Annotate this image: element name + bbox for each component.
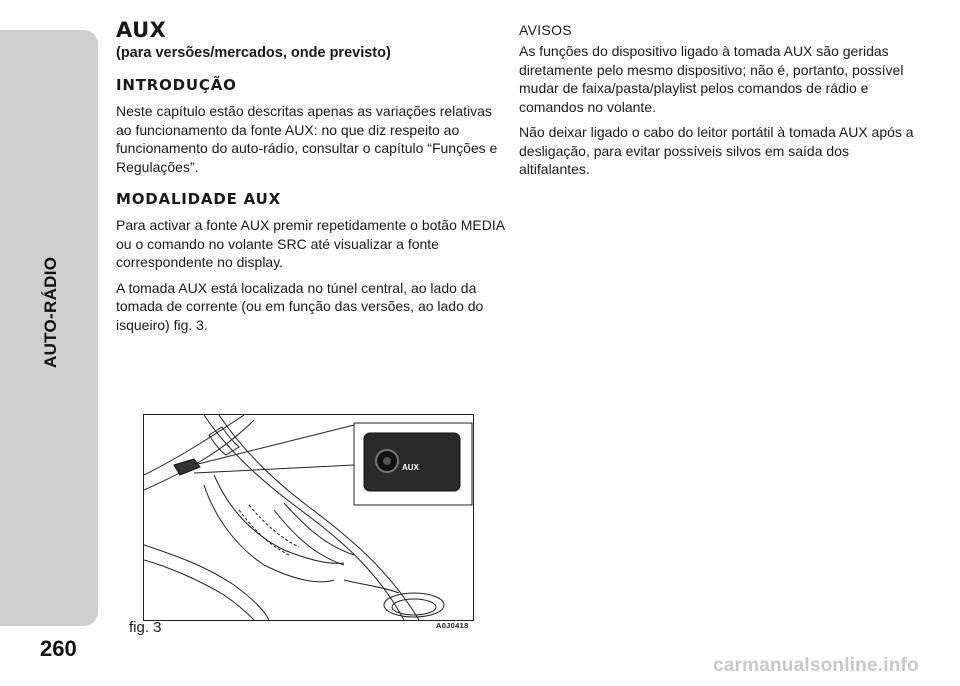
introduction-text: Neste capítulo estão descritas apenas as variações relativas ao funcionamento da fonte AUX: no que diz respeito ao funcionamento do auto-rádio, consultar o capítulo “Funções e Regulações”.: [116, 103, 498, 175]
figure-aux-socket: [143, 414, 474, 621]
notice-paragraph-1: As funções do dispositivo ligado à tomada AUX são geridas diretamente pelo mesmo dispositivo; não é, portanto, possível mudar de faixa/pasta/playlist pelos comandos de rádio e comandos no volante.: [519, 43, 904, 115]
figure-caption: fig. 3: [129, 619, 162, 636]
figure-code: A0J0418: [436, 621, 469, 630]
aux-mode-paragraph-2: A tomada AUX está localizada no túnel central, ao lado da tomada de corrente (ou em função das versões, ao lado do isqueiro) fig. 3.: [116, 279, 484, 333]
watermark: carmanualsonline.info: [713, 655, 919, 676]
section-heading-introduction: INTRODUÇÃO: [116, 76, 237, 94]
section-heading-aux-mode: MODALIDADE AUX: [116, 190, 281, 208]
page-title: AUX: [116, 18, 167, 42]
aux-mode-paragraph-1: Para activar a fonte AUX premir repetidamente o botão MEDIA ou o comando no volante SRC até visualizar a fonte correspondente no display.: [116, 217, 505, 270]
page-number: 260: [40, 636, 77, 661]
chapter-label: AUTO-RÁDIO: [41, 256, 60, 368]
right-column: [519, 18, 919, 186]
aux-socket-label: AUX: [402, 463, 419, 472]
notice-paragraph-2: Não deixar ligado o cabo do leitor portátil à tomada AUX após a desligação, para evitar possíveis silvos em saída dos altifalantes.: [519, 124, 914, 177]
notice-title: AVISOS: [519, 22, 572, 38]
left-column: [116, 18, 506, 341]
page-subtitle: (para versões/mercados, onde previsto): [116, 45, 391, 61]
center-console-illustration: [144, 415, 473, 620]
